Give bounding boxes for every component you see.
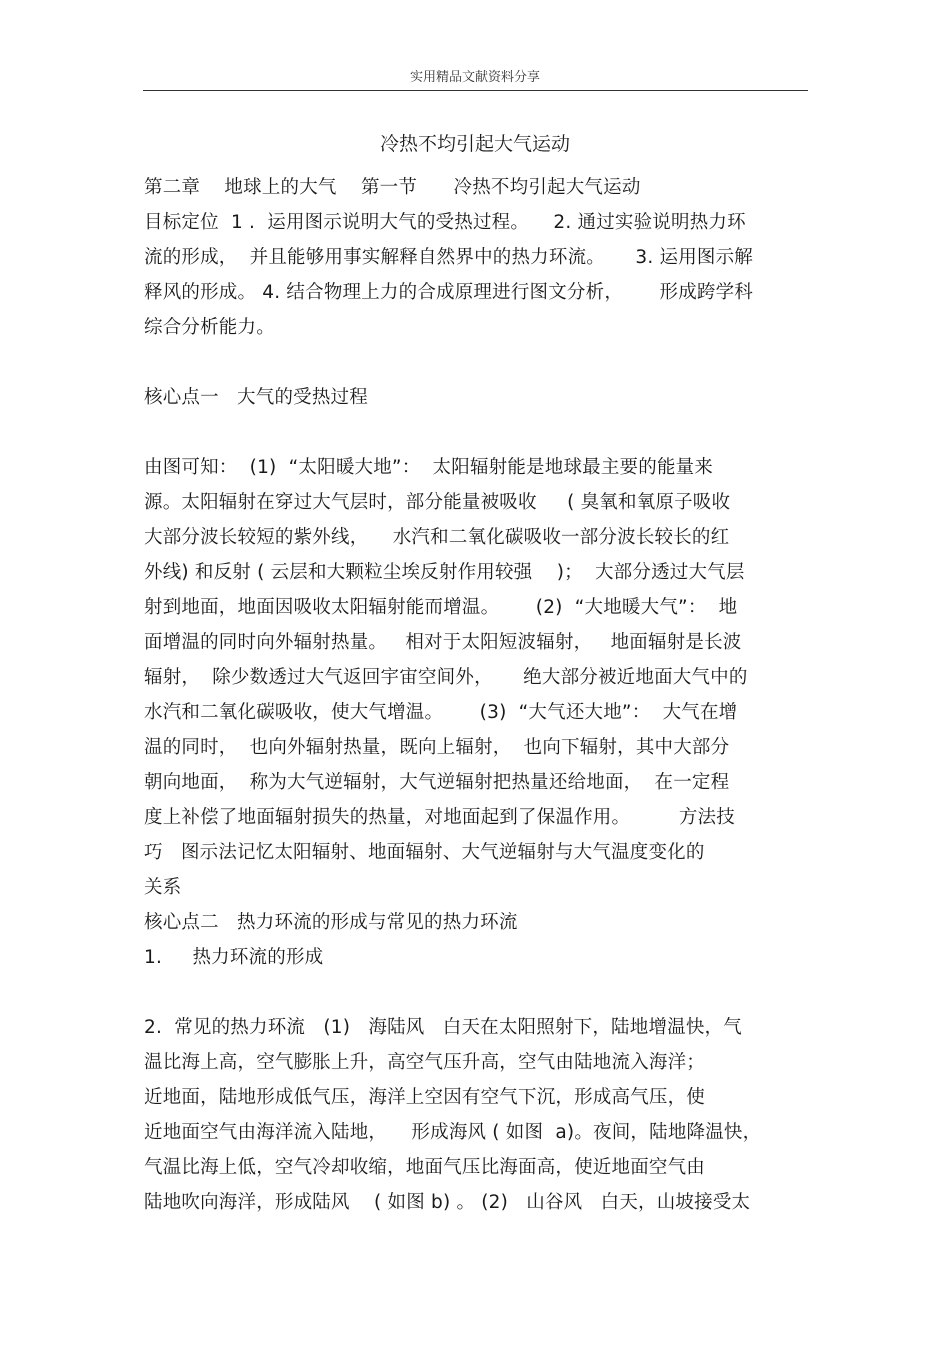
header-divider	[143, 90, 808, 91]
document-body	[144, 170, 809, 1220]
body-line: 目标定位 1 . 运用图示说明大气的受热过程。 2. 通过实验说明热力环	[144, 212, 746, 233]
body-line: 陆地吹向海洋，形成陆风 ( 如图 b) 。 (2) 山谷风 白天，山坡接受太	[144, 1192, 751, 1213]
body-line: 辐射， 除少数透过大气返回宇宙空间外， 绝大部分被近地面大气中的	[144, 667, 748, 688]
body-line: 温比海上高，空气膨胀上升，高空气压升高，空气由陆地流入海洋；	[144, 1052, 706, 1073]
body-line: 射到地面，地面因吸收太阳辐射能而增温。 (2) “大地暖大气”： 地	[144, 597, 738, 618]
body-line: 源。太阳辐射在穿过大气层时，部分能量被吸收 ( 臭氧和氧原子吸收	[144, 492, 731, 513]
body-line: 气温比海上低，空气冷却收缩，地面气压比海面高，使近地面空气由	[144, 1157, 706, 1178]
document-title: 冷热不均引起大气运动	[379, 133, 570, 155]
page-header: 实用精品文献资料分享	[409, 70, 540, 85]
body-line: 近地面，陆地形成低气压，海洋上空因有空气下沉，形成高气压，使	[144, 1087, 706, 1108]
body-line: 2. 常见的热力环流 (1) 海陆风 白天在太阳照射下，陆地增温快，气	[144, 1017, 742, 1038]
body-line	[144, 975, 809, 1010]
body-line: 温的同时， 也向外辐射热量，既向上辐射， 也向下辐射，其中大部分	[144, 737, 730, 758]
body-line: 由图可知： (1) “太阳暖大地”： 太阳辐射能是地球最主要的能量来	[144, 457, 714, 478]
body-line	[144, 415, 809, 450]
body-line	[144, 345, 809, 380]
body-line: 第二章 地球上的大气 第一节 冷热不均引起大气运动	[144, 177, 641, 198]
body-line: 外线) 和反射 ( 云层和大颗粒尘埃反射作用较强 )； 大部分透过大气层	[144, 562, 745, 583]
body-line: 大部分波长较短的紫外线， 水汽和二氧化碳吸收一部分波长较长的红	[144, 527, 730, 548]
body-line: 水汽和二氧化碳吸收，使大气增温。 (3) “大气还大地”： 大气在增	[144, 702, 738, 723]
section-heading: 核心点一 大气的受热过程	[144, 387, 368, 408]
section-heading: 核心点二 热力环流的形成与常见的热力环流	[144, 912, 518, 933]
body-line: 朝向地面， 称为大气逆辐射，大气逆辐射把热量还给地面， 在一定程	[144, 772, 730, 793]
subsection-heading: 1. 热力环流的形成	[144, 947, 324, 968]
body-line: 近地面空气由海洋流入陆地， 形成海风 ( 如图 a)。夜间，陆地降温快，	[144, 1122, 762, 1143]
body-line: 综合分析能力。	[144, 317, 275, 338]
body-line: 流的形成， 并且能够用事实解释自然界中的热力环流。 3. 运用图示解	[144, 247, 753, 268]
body-line: 关系	[144, 877, 182, 898]
body-line: 度上补偿了地面辐射损失的热量，对地面起到了保温作用。 方法技	[144, 807, 735, 828]
body-line: 巧 图示法记忆太阳辐射、地面辐射、大气逆辐射与大气温度变化的	[144, 842, 705, 863]
body-line: 面增温的同时向外辐射热量。 相对于太阳短波辐射， 地面辐射是长波	[144, 632, 742, 653]
body-line: 释风的形成。 4. 结合物理上力的合成原理进行图文分析， 形成跨学科	[144, 282, 753, 303]
